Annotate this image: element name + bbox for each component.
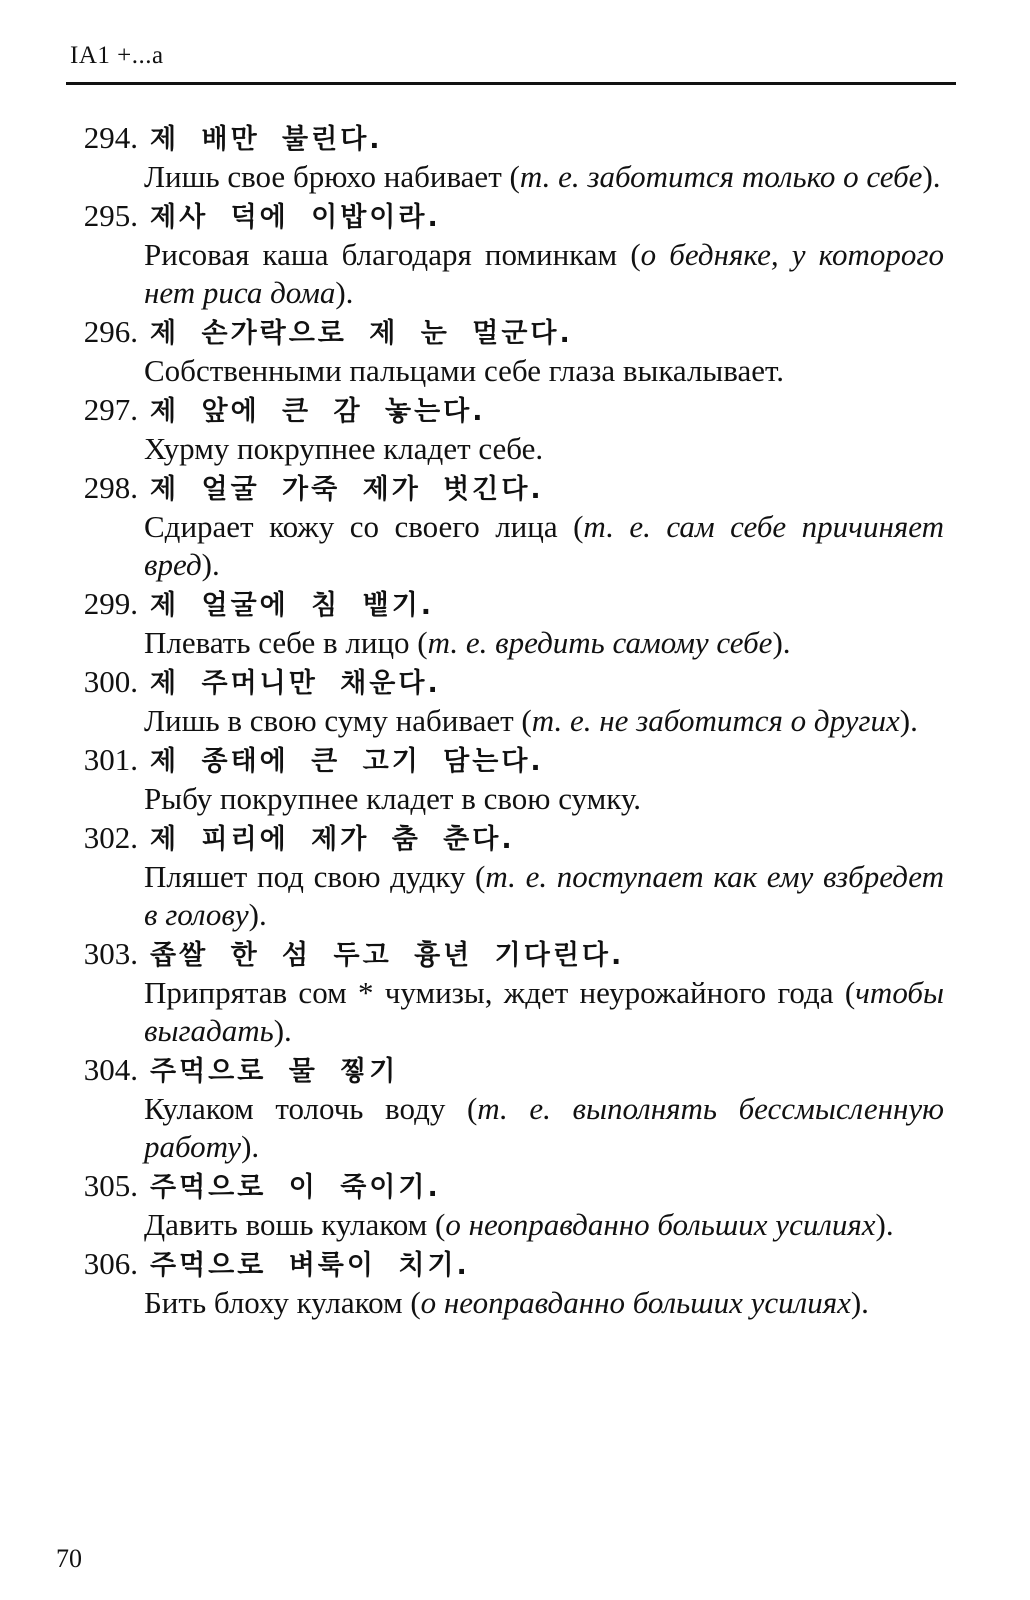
translation-text: Рисовая каша благодаря поминкам ( <box>144 237 641 272</box>
translation-text: Лишь свое брюхо набивает ( <box>144 159 520 194</box>
proverb-entry <box>52 312 956 390</box>
proverb-entry <box>52 1050 956 1166</box>
running-head: IA1 +...a <box>70 42 164 69</box>
proverb-entry <box>52 1244 956 1322</box>
entry-number: 301. <box>83 742 138 777</box>
russian-translation <box>144 780 944 818</box>
translation-closing: ). <box>273 1013 292 1048</box>
translation-closing: ). <box>335 275 354 310</box>
translation-closing: ). <box>241 1129 260 1164</box>
entry-number: 294. <box>83 120 138 155</box>
korean-proverb: 제 얼굴 가죽 제가 벗긴다. <box>150 474 544 505</box>
entry-number: 306. <box>83 1246 138 1281</box>
translation-note: т. е. поступает как ему взбредет в голову <box>144 859 944 932</box>
proverb-entry <box>52 468 956 584</box>
russian-translation <box>144 624 944 662</box>
translation-note: о неоправданно больших усилиях <box>445 1207 876 1242</box>
proverb-entry <box>52 196 956 312</box>
translation-text: Плевать себе в лицо ( <box>144 625 428 660</box>
proverb-entry <box>52 584 956 662</box>
russian-translation <box>144 508 944 584</box>
korean-proverb: 주먹으로 물 찧기 <box>150 1056 399 1087</box>
entry-number: 302. <box>83 820 138 855</box>
korean-proverb: 주먹으로 벼룩이 치기. <box>150 1250 470 1281</box>
russian-translation <box>144 702 944 740</box>
entry-number: 295. <box>83 198 138 233</box>
header-rule <box>66 82 956 85</box>
translation-text: Собственными пальцами себе глаза выкалывает. <box>144 353 784 388</box>
proverb-entry <box>52 390 956 468</box>
korean-proverb: 제사 덕에 이밥이라. <box>150 202 441 233</box>
translation-text: Сдирает кожу со своего лица ( <box>144 509 584 544</box>
korean-proverb: 제 얼굴에 침 뱉기. <box>150 590 435 621</box>
entry-number: 298. <box>83 470 138 505</box>
translation-closing: ). <box>875 1207 894 1242</box>
korean-proverb: 제 주머니만 채운다. <box>150 668 441 699</box>
entry-number: 305. <box>83 1168 138 1203</box>
entry-number: 297. <box>83 392 138 427</box>
translation-closing: ). <box>922 159 941 194</box>
translation-closing: ). <box>850 1285 869 1320</box>
translation-text: Давить вошь кулаком ( <box>144 1207 446 1242</box>
translation-text: Хурму покрупнее кладет себе. <box>144 431 544 466</box>
russian-translation <box>144 1090 944 1166</box>
translation-text: Припрятав сом * чумизы, ждет неурожайного года ( <box>144 975 856 1010</box>
page-number: 70 <box>56 1544 82 1573</box>
proverb-entry <box>52 740 956 818</box>
proverb-entry <box>52 662 956 740</box>
translation-text: Рыбу покрупнее кладет в свою сумку. <box>144 781 642 816</box>
korean-proverb: 주먹으로 이 죽이기. <box>150 1172 441 1203</box>
translation-text: Кулаком толочь воду ( <box>144 1091 478 1126</box>
proverb-entry <box>52 818 956 934</box>
korean-proverb: 제 손가락으로 제 눈 멀군다. <box>150 318 573 349</box>
russian-translation <box>144 1284 944 1322</box>
korean-proverb: 제 배만 불린다. <box>150 124 383 155</box>
russian-translation <box>144 1206 944 1244</box>
proverb-entry <box>52 1166 956 1244</box>
entry-number: 296. <box>83 314 138 349</box>
entry-number: 299. <box>83 586 138 621</box>
russian-translation <box>144 974 944 1050</box>
russian-translation <box>144 858 944 934</box>
russian-translation <box>144 430 944 468</box>
proverb-entry <box>52 118 956 196</box>
korean-proverb: 제 종태에 큰 고기 담는다. <box>150 746 544 777</box>
korean-proverb: 제 앞에 큰 감 놓는다. <box>150 396 486 427</box>
translation-note: о неоправданно больших усилиях <box>420 1285 851 1320</box>
translation-note: т. е. вредить самому себе <box>427 625 773 660</box>
korean-proverb: 좁쌀 한 섬 두고 흉년 기다린다. <box>150 940 625 971</box>
translation-note: т. е. не заботится о других <box>531 703 900 738</box>
translation-closing: ). <box>772 625 791 660</box>
translation-closing: ). <box>899 703 918 738</box>
translation-note: т. е. сам себе причиняет вред <box>144 509 944 582</box>
entry-number: 303. <box>83 936 138 971</box>
russian-translation <box>144 352 944 390</box>
translation-text: Бить блоху кулаком ( <box>144 1285 421 1320</box>
translation-closing: ). <box>248 897 267 932</box>
translation-note: чтобы выгадать <box>144 975 944 1048</box>
entry-number: 300. <box>83 664 138 699</box>
proverb-entry <box>52 934 956 1050</box>
translation-note: т. е. заботится только о себе <box>519 159 923 194</box>
russian-translation <box>144 158 944 196</box>
translation-text: Лишь в свою суму набивает ( <box>144 703 532 738</box>
translation-closing: ). <box>201 547 220 582</box>
translation-text: Пляшет под свою дудку ( <box>144 859 486 894</box>
korean-proverb: 제 피리에 제가 춤 춘다. <box>150 824 515 855</box>
translation-note: т. е. выполнять бессмысленную работу <box>144 1091 944 1164</box>
entry-number: 304. <box>83 1052 138 1087</box>
translation-note: о бедняке, у которого нет риса дома <box>144 237 944 310</box>
proverb-list <box>52 118 956 1322</box>
russian-translation <box>144 236 944 312</box>
